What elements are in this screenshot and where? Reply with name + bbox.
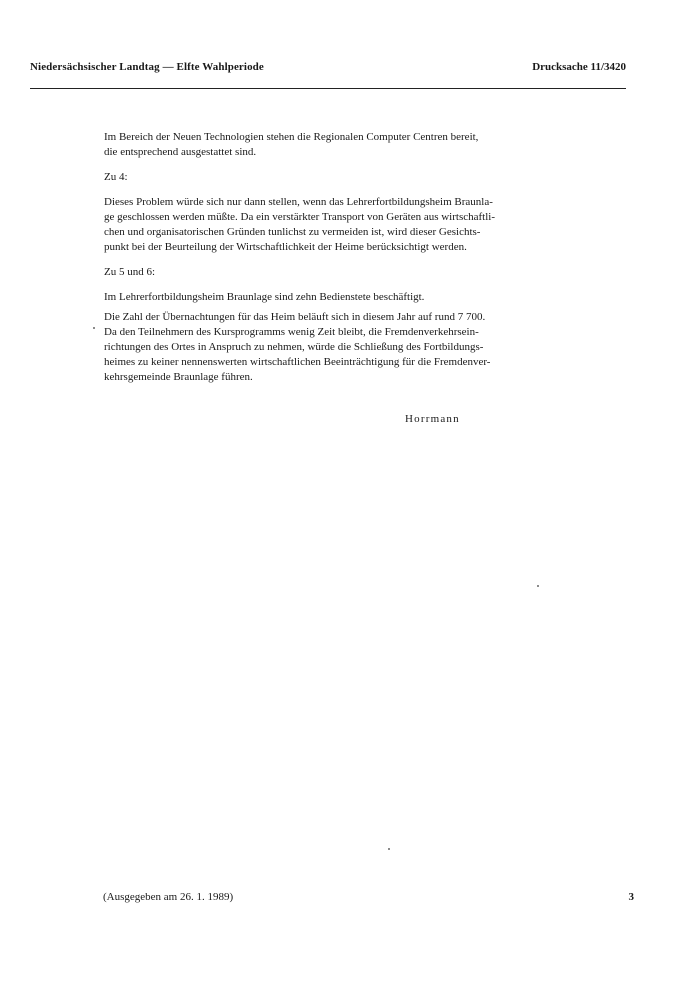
scan-speck: [93, 327, 95, 329]
text-line: die entsprechend ausgestattet sind.: [104, 146, 257, 158]
text-line: richtungen des Ortes in Anspruch zu nehmen, würde die Schließung des Fortbildungs-: [104, 341, 484, 353]
section-heading-zu-4: Zu 4:: [104, 171, 128, 183]
issue-date: (Ausgegeben am 26. 1. 1989): [103, 891, 234, 903]
scan-speck: [388, 848, 390, 850]
header-title: Niedersächsischer Landtag — Elfte Wahlperiode: [30, 61, 264, 73]
section-heading-zu-5-6: Zu 5 und 6:: [104, 266, 156, 278]
paragraph-transport: [104, 195, 544, 255]
text-line: kehrsgemeinde Braunlage führen.: [104, 371, 253, 383]
header-divider: [30, 88, 626, 89]
paragraph-overnight-stays: [104, 310, 544, 385]
document-body: [104, 130, 544, 395]
text-line: Im Bereich der Neuen Technologien stehen die Regionalen Computer Centren bereit,: [104, 131, 479, 143]
paragraph-computer-centren: [104, 130, 544, 160]
text-line: Da den Teilnehmern des Kursprogramms wenig Zeit bleibt, die Fremdenverkehrsein-: [104, 326, 479, 338]
page-number: 3: [628, 891, 634, 903]
text-line: chen und organisatorischen Gründen tunlichst zu vermeiden ist, wird dieser Gesichts-: [104, 226, 481, 238]
text-line: punkt bei der Beurteilung der Wirtschaftlichkeit der Heime berücksichtigt werden.: [104, 241, 467, 253]
text-line: heimes zu keiner nennenswerten wirtschaftlichen Beeinträchtigung für die Fremdenver-: [104, 356, 491, 368]
paragraph-staff: Im Lehrerfortbildungsheim Braunlage sind zehn Bedienstete beschäftigt.: [104, 291, 425, 303]
text-line: ge geschlossen werden müßte. Da ein verstärkter Transport von Geräten aus wirtschaftli-: [104, 211, 495, 223]
scan-speck: [537, 585, 539, 587]
signature: Horrmann: [405, 413, 460, 425]
text-line: Dieses Problem würde sich nur dann stellen, wenn das Lehrerfortbildungsheim Braunla-: [104, 196, 493, 208]
text-line: Die Zahl der Übernachtungen für das Heim beläuft sich in diesem Jahr auf rund 7 700.: [104, 311, 486, 323]
document-number: Drucksache 11/3420: [532, 61, 626, 73]
